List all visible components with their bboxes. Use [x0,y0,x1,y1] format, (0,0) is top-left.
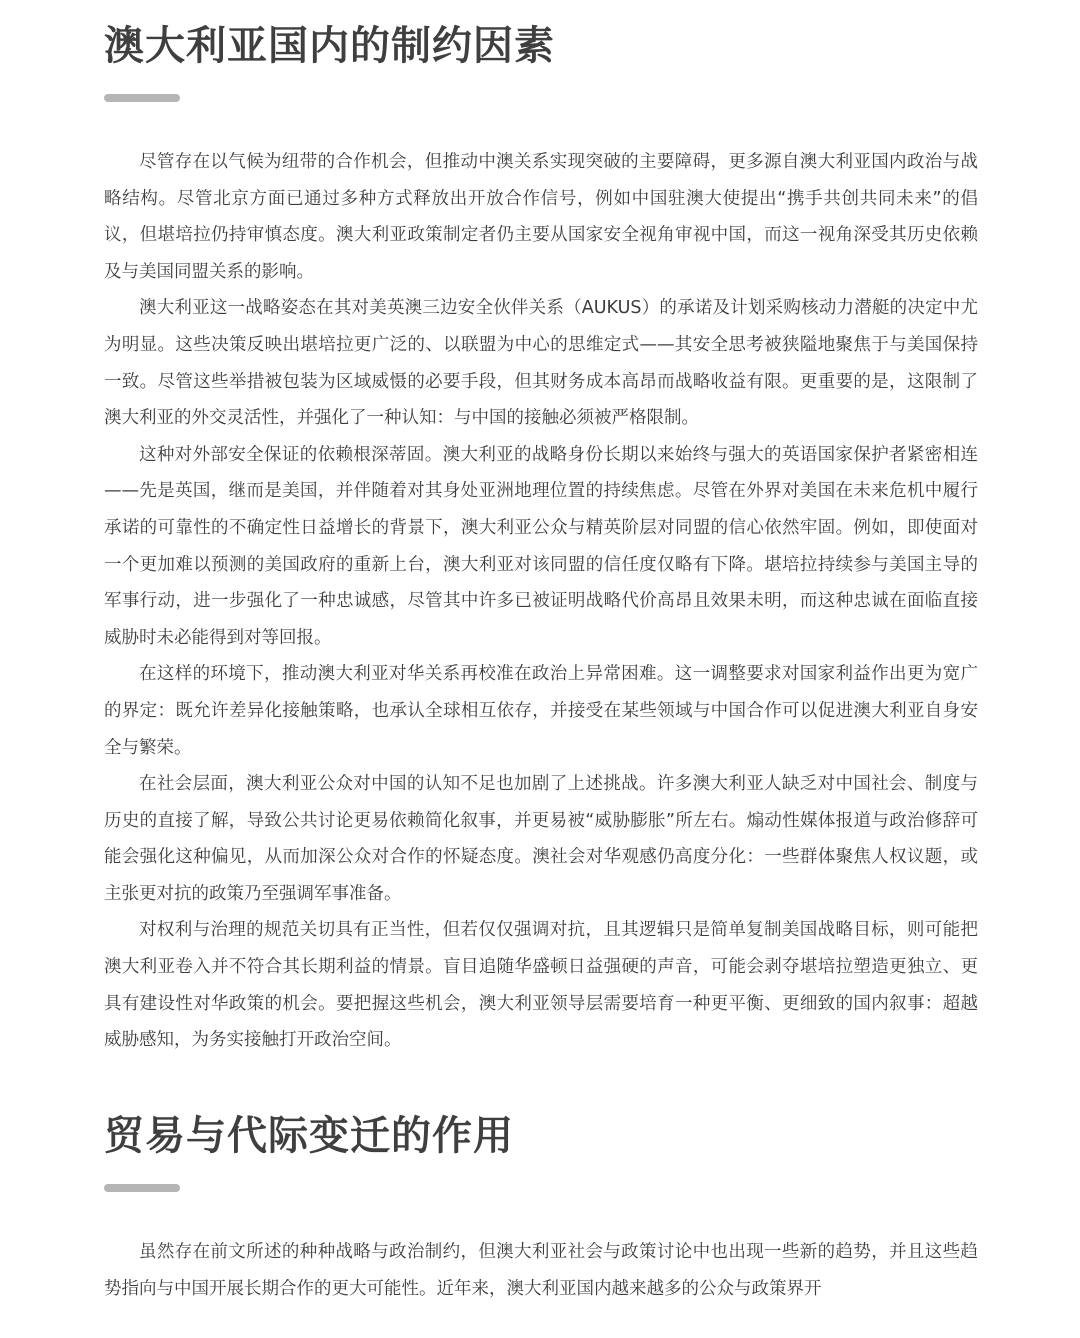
paragraph: 澳大利亚这一战略姿态在其对美英澳三边安全伙伴关系（AUKUS）的承诺及计划采购核动力潜艇的决定中尤为明显。这些决策反映出堪培拉更广泛的、以联盟为中心的思维定式——其安全思考被狭隘地聚焦于与美国保持一致。尽管这些举措被包装为区域威慑的必要手段，但其财务成本高昂而战略收益有限。更重要的是，这限制了澳大利亚的外交灵活性，并强化了一种认知：与中国的接触必须被严格限制。 [104,298,978,429]
section-body [104,144,978,1059]
paragraph: 尽管存在以气候为纽带的合作机会，但推动中澳关系实现突破的主要障碍，更多源自澳大利亚国内政治与战略结构。尽管北京方面已通过多种方式释放出开放合作信号，例如中国驻澳大使提出“携手共创共同未来”的倡议，但堪培拉仍持审慎态度。澳大利亚政策制定者仍主要从国家安全视角审视中国，而这一视角深受其历史依赖及与美国同盟关系的影响。 [104,152,978,282]
section-body [104,1234,978,1307]
paragraph: 对权利与治理的规范关切具有正当性，但若仅仅强调对抗，且其逻辑只是简单复制美国战略目标，则可能把澳大利亚卷入并不符合其长期利益的情景。盲目追随华盛顿日益强硬的声音，可能会剥夺堪培拉塑造更独立、更具有建设性对华政策的机会。要把握这些机会，澳大利亚领导层需要培育一种更平衡、更细致的国内叙事：超越威胁感知，为务实接触打开政治空间。 [104,920,978,1051]
section-title: 贸易与代际变迁的作用 [104,1113,514,1159]
title-underline [104,94,180,102]
paragraph: 在社会层面，澳大利亚公众对中国的认知不足也加剧了上述挑战。许多澳大利亚人缺乏对中国社会、制度与历史的直接了解，导致公共讨论更易依赖简化叙事，并更易被“威胁膨胀”所左右。煽动性媒体报道与政治修辞可能会强化这种偏见，从而加深公众对合作的怀疑态度。澳社会对华观感仍高度分化：一些群体聚焦人权议题，或主张更对抗的政策乃至强调军事准备。 [104,774,978,904]
paragraph: 虽然存在前文所述的种种战略与政治制约，但澳大利亚社会与政策讨论中也出现一些新的趋势，并且这些趋势指向与中国开展长期合作的更大可能性。近年来，澳大利亚国内越来越多的公众与政策界开 [104,1242,978,1299]
paragraph: 这种对外部安全保证的依赖根深蒂固。澳大利亚的战略身份长期以来始终与强大的英语国家保护者紧密相连——先是英国，继而是美国，并伴随着对其身处亚洲地理位置的持续焦虑。尽管在外界对美国在未来危机中履行承诺的可靠性的不确定性日益增长的背景下，澳大利亚公众与精英阶层对同盟的信心依然牢固。例如，即使面对一个更加难以预测的美国政府的重新上台，澳大利亚对该同盟的信任度仅略有下降。堪培拉持续参与美国主导的军事行动，进一步强化了一种忠诚感，尽管其中许多已被证明战略代价高昂且效果未明，而这种忠诚在面临直接威胁时未必能得到对等回报。 [104,444,978,648]
title-underline [104,1184,180,1192]
paragraph: 在这样的环境下，推动澳大利亚对华关系再校准在政治上异常困难。这一调整要求对国家利益作出更为宽广的界定：既允许差异化接触策略，也承认全球相互依存，并接受在某些领域与中国合作可以促进澳大利亚自身安全与繁荣。 [104,664,978,758]
section-title: 澳大利亚国内的制约因素 [104,23,555,69]
